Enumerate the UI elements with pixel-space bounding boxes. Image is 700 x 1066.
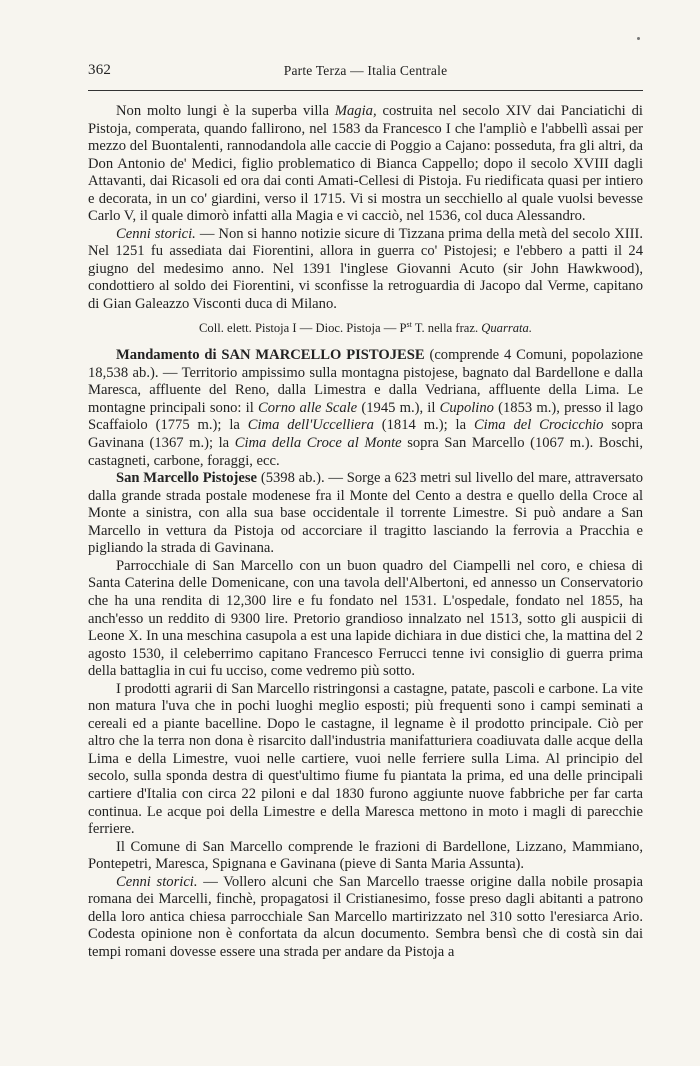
text-run: T. nella fraz.	[411, 320, 482, 335]
paragraph-prodotti-agrarii	[88, 681, 643, 839]
superscript: st	[406, 319, 412, 329]
text-run: sopra San Marcello (1067 m.). Boschi, castagneti, carbone, foraggi, ecc.	[88, 435, 643, 469]
text-run: sopra Gavinana (1367 m.); la	[88, 417, 643, 452]
paragraph-parrocchiale	[88, 558, 643, 681]
italic-run: Cima del Crocicchio	[473, 417, 604, 434]
italic-run: Cima dell'Uccelliera	[247, 417, 374, 434]
paragraph-villa-magia	[88, 103, 643, 226]
italic-run: Corno alle Scale	[257, 399, 358, 416]
text-run: I prodotti agrarii di San Marcello ristringonsi a castagne, patate, pascoli e carbone. La vite non matura l'uva che in pochi luoghi meglio esposti; più frequenti sono i campi seminati a cereali ed a piante bacelline. Dopo le castagne, il legname è il prodotto principale. Ciò per altro che la terra non dona è risarcito dall'industria manifatturiera coadiuvata dalle acque della Lima e della Limestre, vuoi nelle cartiere, vuoi nelle ferriere sulla Lima. Al principio del secolo, sulla sponda destra di quest'ultimo fiume fu piantata la prima, ed una delle principali cartiere d'Italia con circa 22 piloni e dal 1830 furono aggiunte nuove fabbriche per far carta continua. Le acque poi della Limestre e della Maresca mettono in moto i magli di parecchie ferriere.	[88, 680, 643, 838]
text-run: Parrocchiale di San Marcello con un buon quadro del Ciampelli nel coro, e chiesa di Santa Caterina delle Domenicane, con una tavola dell'Albertoni, ed annesso un Conservatorio che ha una rendita di 12,300 lire e fu fondato nel 1531. L'ospedale, fondato nel 1855, ha anch'esso un reddito di 9300 lire. Pretorio grandioso innalzato nel 1513, sotto gli auspicii di Leone X. In una meschina casupola a est una lapide dichiara in due distici che, la mattina del 2 agosto 1530, il celeberrimo capitano Francesco Ferrucci tenne ivi consiglio di guerra prima della battaglia in cui fu ucciso, come vedremo più sotto.	[88, 557, 643, 680]
body-text	[88, 103, 643, 961]
page-number: 362	[88, 62, 112, 78]
text-run: Non molto lungi è la superba villa	[116, 103, 335, 119]
paragraph-san-marcello	[88, 470, 643, 558]
italic-run: Magia,	[334, 103, 377, 119]
header-rule	[88, 90, 643, 91]
paragraph-comune	[88, 839, 643, 874]
italic-run: Cima della Croce al Monte	[234, 435, 402, 452]
text-run: (comprende 4 Comuni, popolazione 18,538 ab.). — Territorio ampissimo sulla montagna pistojese, bagnato dal Bardellone e dalla Maresca, affluente del Reno, dalla Limestra e dalla Vedriana, affluente della Lima. Le montagne principali sono: il	[88, 347, 643, 416]
text-run: (1814 m.); la	[373, 417, 474, 434]
print-speck	[637, 37, 640, 40]
text-run: — Non si hanno notizie sicure di Tizzana prima della metà del secolo XIII. Nel 1251 fu assediata dai Fiorentini, allora in guerra co' Pistojesi; e l'ebbero a patti il 24 giugno del medesimo anno. Nel 1391 l'inglese Giovanni Acuto (sir John Hawkwood), condottiero al soldo dei Fiorentini, vi sconfisse la retroguardia di Jacopo dal Verme, capitano di Gian Galeazzo Visconti duca di Milano.	[88, 225, 643, 313]
bold-heading: Mandamento di SAN MARCELLO PISTOJESE	[116, 347, 425, 364]
italic-run: Quarrata.	[481, 320, 532, 335]
running-title: Parte Terza — Italia Centrale	[283, 63, 448, 78]
bold-heading: San Marcello Pistojese	[116, 470, 258, 487]
text-run: costruita nel secolo XIV dai Panciatichi di Pistoja, comperata, quando fallirono, nel 1583 da Francesco I che l'ampliò e l'abbellì assai per mezzo del Buontalenti, rannodandola alle caccie di Poggio a Cajano: posseduta, fra gli altri, da Don Antonio de' Medici, figlio problematico di Bianca Cappello; dopo il secolo XVIII dagli Attavanti, dai Ricasoli ed ora dai conti Amati-Cellesi di Pistoja. Fu riedificata quasi per intiero e decorata, in un co' giardini, verso il 1715. Vi si mostra un secchiello al quale vuolsi bevesse Carlo V, il quale dimorò infatti alla Magia e vi cacciò, nel 1536, col duca Alessandro.	[88, 103, 643, 225]
italic-run: Cenni storici.	[116, 225, 196, 242]
text-run: (5398 ab.). — Sorge a 623 metri sul livello del mare, attraversato dalla grande strada postale modenese fra il Monte del Cento a destra e quello della Croce al Monte a sinistra, con alla sua base occidentale il torrente Limestre. Si può andare a San Marcello in vettura da Pistoja od accorciare il tragitto lasciando la ferrovia a Pracchia e pigliando la strada di Gavinana.	[88, 470, 643, 557]
text-run: (1945 m.), il	[357, 399, 440, 416]
text-run: — Vollero alcuni che San Marcello traesse origine dalla nobile prosapia romana dei Marcelli, finchè, propagatosi il Cristianesimo, fosse preso dagli abitanti a patrono della loro antica chiesa parrocchiale San Marcello martirizzato nel 310 sotto l'eresiarca Ario. Codesta opinione non è confortata da alcun documento. Sembra bensì che di costà sin dai tempi romani dovesse essere una strada per andare da Pistoja a	[88, 873, 643, 960]
italic-run: Cenni storici.	[116, 873, 198, 890]
paragraph-cenni-storici-tizzana	[88, 226, 643, 314]
electoral-source-line	[88, 316, 643, 338]
italic-run: Cupolino	[439, 399, 494, 416]
paragraph-mandamento	[88, 347, 643, 470]
page-header	[88, 62, 643, 80]
text-run: Il Comune di San Marcello comprende le frazioni di Bardellone, Lizzano, Mammiano, Pontepetri, Maresca, Spignana e Gavinana (pieve di Santa Maria Assunta).	[88, 838, 643, 873]
text-run: Coll. elett. Pistoja I — Dioc. Pistoja — P	[199, 320, 407, 335]
paragraph-cenni-storici-san-marcello	[88, 874, 643, 962]
text-run: (1853 m.), presso il lago Scaffaiolo (1775 m.); la	[88, 399, 643, 434]
